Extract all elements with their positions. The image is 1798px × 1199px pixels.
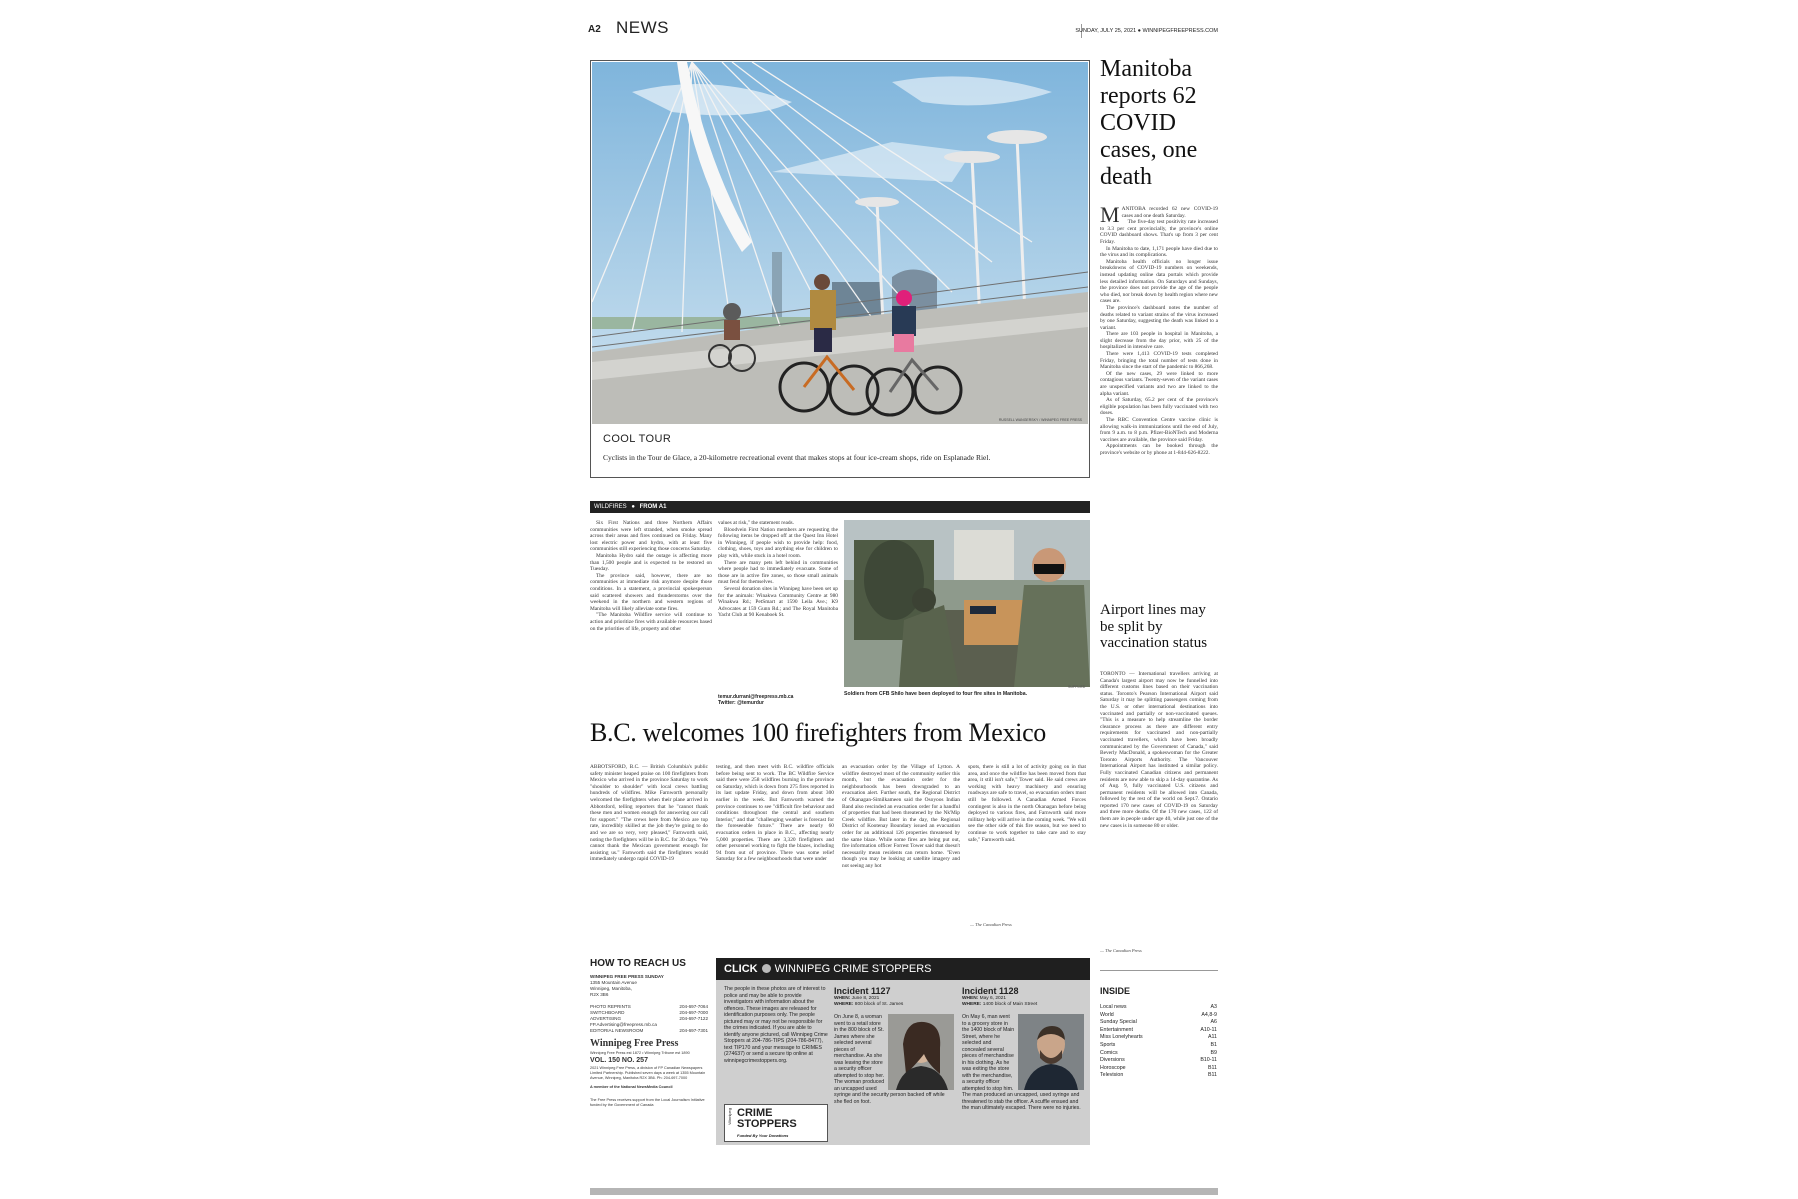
index-item[interactable] (1100, 1034, 1217, 1042)
index-page: B11 (1207, 1064, 1217, 1071)
index-item[interactable] (1100, 1065, 1217, 1073)
index-page: A6 (1210, 1019, 1217, 1026)
page-number: A2 (588, 24, 601, 35)
wildfires-col-2 (718, 520, 838, 688)
contact-value: 204-697-7301 (679, 1028, 708, 1033)
bc-signoff: — The Canadian Press (970, 922, 1012, 927)
date-site: SUNDAY, JULY 25, 2021 ● WINNIPEGFREEPRESS.COM (1075, 28, 1218, 34)
index-label: Diversions (1100, 1057, 1125, 1064)
covid-p7: Of the new cases, 29 were linked to more contagious variants. Twenty-seven of the variant cases are unspecified variants and two are linked to the alpha variant. (1100, 370, 1218, 397)
wf-c2-p1: values at risk," the statement reads. (718, 520, 794, 526)
incident-text (962, 1014, 1084, 1146)
wildfires-bar: WILDFIRES ● FROM A1 (590, 501, 1090, 513)
wf-c2-p3: There are many pets left behind in communities where people had to immediately evacuate. Some of those are in active fire zones, so those small animals must fend for themselves. (718, 559, 838, 586)
covid-p6: There were 1,413 COVID-19 tests completed Friday, bringing the total number of tests done in Manitoba since the start of the pandemic to 866,268. (1100, 351, 1218, 371)
where-value: 800 block of St. James (854, 1002, 904, 1007)
index-item[interactable] (1100, 1012, 1217, 1020)
index-page: B9 (1210, 1049, 1217, 1056)
logo-main: CRIME STOPPERS (737, 1107, 797, 1130)
crime-stoppers-bar (716, 958, 1090, 980)
covid-story (1100, 206, 1218, 596)
crime-intro: The people in these photos are of interest to police and may be able to provide investigators with information about the offences. These images are released for identification purposes only. The people pictured may or may not be responsible for the crimes indicated. If you are able to identify anyone pictured, call Winnipeg Crime Stoppers at 204-786-TIPS (204-786-8477), text TIP170 and your message to CRIMES (274637) or send a secure tip online at winnipegcrimestoppers.org. (724, 986, 828, 1064)
masthead: Winnipeg Free Press (590, 1038, 679, 1049)
contact-value: 204-697-7000 (679, 1010, 708, 1015)
contact-label: EDITORIAL NEWSROOM (590, 1028, 644, 1033)
crime-stoppers-title: WINNIPEG CRIME STOPPERS (774, 963, 932, 975)
covid-p2: In Manitoba to date, 1,171 people have died due to the virus and its complications. (1100, 245, 1218, 259)
volume-number: VOL. 150 NO. 257 (590, 1057, 648, 1064)
wildfires-col-1 (590, 520, 712, 710)
suspect-photo-woman (888, 1014, 954, 1090)
bc-col-1 (590, 764, 708, 944)
index-item[interactable] (1100, 1004, 1217, 1012)
crime-stoppers-box (716, 958, 1090, 1145)
contact-label: ADVERTISING (590, 1016, 622, 1021)
photo-credit: RUSSELL WANGERSKY / WINNIPEG FREE PRESS (998, 418, 1082, 422)
incident-text (834, 1014, 954, 1144)
legal-text: 2021 Winnipeg Free Press, a division of FP Canadian Newspapers Limited Partnership. Published seven days a week at 1355 Mountain Avenue, Winnipeg, Manitoba R2X 3B6. Ph: 204-697-7000 (590, 1066, 706, 1080)
crime-stoppers-logo (724, 1104, 828, 1142)
bc-col4-text: spots, there is still a lot of activity going on in that area, and once the wildfire has been moved from that area, it still isn't safe," Tower said. He said crews are working with heavy machinery and ensuring roadways are safe to travel, so evacuation orders must still be followed. A Canadian Armed Forces contingent is also in the north Okanagan before being deployed to various fires, and Farnworth said more military help will arrive in the coming week. "We will see the other side of this fire season, but we need to continue to work together to take care and to stay safe," Farnworth said. (968, 764, 1086, 843)
index-page: B1 (1210, 1041, 1217, 1048)
index-label: Sports (1100, 1041, 1116, 1048)
bc-col-2 (716, 764, 834, 944)
inside-divider (1100, 970, 1218, 971)
logo-tagline: Funded By Your Donations (737, 1133, 789, 1138)
photo-caption-title: COOL TOUR (603, 433, 672, 445)
contact-label: SWITCHBOARD (590, 1010, 625, 1015)
index-item[interactable] (1100, 1042, 1217, 1050)
incident-1127 (834, 986, 954, 1105)
index-page: A10-11 (1200, 1026, 1217, 1033)
index-label: Comics (1100, 1049, 1118, 1056)
index-label: Entertainment (1100, 1026, 1133, 1033)
when-value: May 6, 2021 (979, 996, 1007, 1001)
wildfires-byline (718, 694, 793, 706)
covid-p8: As of Saturday, 65.2 per cent of the province's eligible population has been fully vaccinated with two doses. (1100, 397, 1218, 417)
bridge-photo-illustration (592, 62, 1088, 424)
bc-col3-text: an evacuation order by the Village of Lytton. A wildfire destroyed most of the community earlier this month, but the evacuation order for the neighbourhoods has been downgraded to an evacuation alert. Further south, the Regional District of Okanagan-Similkameen said the Osoyoos Indian Band also rescinded an evacuation order for a handful of properties that had been threatened by the Nk'Mip Creek wildfire. But later in the day, the Regional District of Kootenay Boundary issued an evacuation order for an additional 126 properties threatened by the same blaze. While some fires are being put out, fire information officer Forrest Tower said that doesn't necessarily mean residents can return home. "Even though you may be looking at satellite imagery and not seeing any hot (842, 764, 960, 869)
index-page: A11 (1207, 1034, 1217, 1041)
main-photo-box (590, 60, 1090, 478)
byline-email: temur.durrani@freepress.mb.ca (718, 694, 794, 700)
wf-c2-p2: Bloodvein First Nation members are requesting the following items be dropped off at the Quest Inn Hotel in Winnipeg, if people wish to provide help: food, clothing, shoes, toys and anything else for children to play with, while stuck in a hotel room. (718, 526, 838, 559)
index-item[interactable] (1100, 1072, 1217, 1080)
index-label: Miss Lonelyhearts (1100, 1034, 1143, 1041)
index-label: Sunday Special (1100, 1019, 1137, 1026)
covid-p4: The province's dashboard notes the number of deaths related to variant strains of the virus increased by one Saturday, suggesting the death was linked to a variant. (1100, 304, 1218, 331)
index-item[interactable] (1100, 1019, 1217, 1027)
photo-caption: Cyclists in the Tour de Glace, a 20-kilometre recreational event that makes stops at four ice-cream shops, ride on Esplanade Riel. (603, 453, 991, 462)
index-label: Horoscope (1100, 1064, 1126, 1071)
wf-c1-p3: The province said, however, there are no communities at immediate risk anymore despite those conditions. In a statement, a provincial spokesperson said scattered showers and thunderstorms over the weekend in the northern and western regions of Manitoba will likely alleviate some fires. (590, 572, 712, 612)
covid-headline: Manitoba reports 62 COVID cases, one death (1100, 56, 1198, 190)
index-label: Local news (1100, 1004, 1127, 1010)
member-text: A member of the National NewsMedia Council (590, 1085, 673, 1089)
index-label: World (1100, 1011, 1114, 1018)
reach-title: HOW TO REACH US (590, 958, 686, 969)
where-label: WHERE: (834, 1002, 854, 1007)
soldiers-photo (844, 520, 1090, 687)
reach-address-3: R2X 3B6 (590, 992, 609, 997)
soldiers-photo-illustration (844, 520, 1090, 687)
contact-label: PHOTO REPRINTS (590, 1004, 631, 1009)
suspect-woman-illustration (888, 1014, 954, 1090)
reach-block (590, 974, 708, 1108)
soldiers-photo-caption: Soldiers from CFB Shilo have been deployed to four fire sites in Manitoba. (844, 691, 1028, 697)
airline-signoff: — The Canadian Press (1100, 948, 1142, 953)
when-value: June 8, 2021 (851, 996, 880, 1001)
click-label: CLICK (724, 963, 758, 975)
newspaper-page (588, 18, 1218, 1198)
airline-story (1100, 671, 1218, 941)
wf-c1-p4: "The Manitoba Wildfire service will continue to action and prioritize fires with available resources based on the priorities of life, property and other (590, 612, 712, 632)
reach-address-2: Winnipeg, Manitoba, (590, 986, 632, 991)
soldiers-photo-credit: SUPPLIED (1068, 685, 1086, 689)
wf-c1-p2: Manitoba Hydro said the outage is affecting more than 1,500 people and is expected to be restored on Tuesday. (590, 552, 712, 573)
suspect-photo-man (1018, 1014, 1084, 1090)
wildfires-tag: WILDFIRES (594, 504, 627, 510)
bc-col-3 (842, 764, 960, 944)
masthead-sub: Winnipeg Free Press est 1872 • Winnipeg Tribune est 1890 (590, 1051, 690, 1055)
incident-1128 (962, 986, 1084, 1111)
logo-city: Winnipeg (727, 1108, 732, 1125)
incident-1128-text: On May 6, man went to a grocery store in the 1400 block of Main Street, where he selected and concealed several pieces of merchandise in his clothing. As he was exiting the store with the merchandise, a security officer attempted to stop him. The man produced an uncapped, used syringe and threatened to stab the officer. A scuffle ensued and the man ultimately escaped. There were no injuries. (962, 1014, 1081, 1111)
contact-value: 204-697-7064 (679, 1004, 708, 1009)
wf-c2-p4: Several donation sites in Winnipeg have been set up for the animals: Winakwa Community Centre at 980 Winakwa Rd.; PetSmart at 1590 Leila Ave.; K9 Advocates at 159 Gunn Rd.; and The Royal Manitoba Yacht Club at 90 Kenaboek St. (718, 585, 838, 619)
byline-twitter: Twitter: @temurdur (718, 700, 764, 706)
inside-title: INSIDE (1100, 986, 1131, 996)
inside-index (1100, 1004, 1217, 1080)
where-label: WHERE: (962, 1002, 982, 1007)
index-item[interactable] (1100, 1057, 1217, 1065)
when-label: WHEN: (962, 996, 979, 1001)
index-page: B10-11 (1200, 1057, 1217, 1064)
covid-p10: Appointments can be booked through the province's website or by phone at 1-844-626-8222. (1100, 443, 1218, 456)
advertising-email[interactable]: FP.Advertising@freepress.mb.ca (590, 1022, 657, 1027)
index-page: A4,8-9 (1201, 1011, 1217, 1018)
index-item[interactable] (1100, 1050, 1217, 1058)
index-label: Television (1100, 1072, 1124, 1079)
covid-p3: Manitoba health officials no longer issue breakdowns of COVID-19 numbers on weekends, instead updating online data portals which provide less detailed information. On Saturdays and Sundays, the province does not provide the age of the people who died, nor break down by health region where new cases are. (1100, 258, 1218, 305)
index-page: B11 (1207, 1072, 1217, 1079)
bc-col-4 (968, 764, 1086, 924)
covid-p5: There are 103 people in hospital in Manitoba, a slight decrease from the day prior, with 25 of the hospitalized in intensive care. (1100, 331, 1218, 351)
support-text: The Free Press receives support from the Local Journalism Initiative funded by the Government of Canada (590, 1098, 705, 1107)
index-page: A3 (1210, 1004, 1217, 1010)
bc-col2-text: testing, and then meet with B.C. wildfire officials before being sent to work. The BC Wildfire Service said there were 258 wildfires burning in the province on Saturday, which is down from 275 fires reported in its last update Friday, and down from about 300 earlier in the week. But Farnworth warned the province continues to see "difficult fire behaviour and conditions throughout the central and southern Interior," and that "challenging weather is forecast for the foreseeable future." There are nearly 60 evacuation orders in place in B.C., affecting nearly 5,000 properties. There are 3,320 firefighters and other personnel working to fight the blazes, including 94 from out of province. There was some relief Saturday for a few neighbourhoods that were under (716, 764, 834, 863)
covid-p9: The RBC Convention Centre vaccine clinic is allowing walk-in immunizations until the end of July, from 9 a.m. to 8 p.m. Pfizer-BioNTech and Moderna vaccines are available, the province said Friday. (1100, 417, 1218, 443)
wildfires-from: FROM A1 (639, 504, 667, 510)
suspect-man-illustration (1018, 1014, 1084, 1090)
airline-headline: Airport lines may be split by vaccination status (1100, 602, 1208, 651)
incident-where (834, 1002, 954, 1008)
bridge-cyclists-photo (592, 62, 1088, 424)
bc-col1-text: ABBOTSFORD, B.C. — British Columbia's public safety minister heaped praise on 100 firefighters from Mexico who arrived in the province Saturday to work "shoulder to shoulder" with local crews battling hundreds of wildfires. Mike Farnworth personally welcomed the firefighters when their plane arrived in Abbotsford, telling reporters that he "cannot thank these men and women enough for answering our call for support." "The crews here from Mexico are top rate, incredibly skilled at the job they're going to do and we are so very, very pleased," Farnworth said, noting the firefighters will be in B.C. for 30 days. "We cannot thank the Mexican government enough for assisting us." Farnworth said the firefighters would immediately undergo rapid COVID-19 (590, 764, 708, 863)
incident-where (962, 1002, 1084, 1008)
incident-title: Incident 1127 (834, 986, 891, 996)
section-title: NEWS (616, 18, 669, 37)
incident-1127-text: On June 8, a woman went to a retail store in the 800 block of St. James where she selected several pieces of merchandise. As she was leaving the store a security officer attempted to stop her. The woman produced an uncapped used syringe and the security person backed off while she fled on foot. (834, 1014, 945, 1105)
where-value: 1400 block of Main Street (982, 1002, 1038, 1007)
bc-headline: B.C. welcomes 100 firefighters from Mexico (590, 718, 1047, 747)
incident-title: Incident 1128 (962, 986, 1019, 996)
dropcap: M (1100, 206, 1120, 227)
covid-p1: The five-day test positivity rate increased to 3.3 per cent provincially, the province's online COVID dashboard shows. That's up from 3 per cent Friday. (1100, 219, 1218, 245)
index-item[interactable] (1100, 1027, 1217, 1035)
airline-body: TORONTO — International travellers arriving at Canada's largest airport may now be funnelled into different customs lines based on their vaccination status. Toronto's Pearson International Airport said Saturday it may be splitting passengers coming from the U.S. or other international destinations into vaccinated and partially or non-vaccinated queues. "This is a measure to help streamline the border clearance process as there are different entry requirements for vaccinated and non-partially vaccinated travellers, which have been broadly communicated by the Government of Canada," said Beverly MacDonald, a spokeswoman for the Greater Toronto Airports Authority. The Vancouver International Airport has instituted a similar policy. Fully vaccinated Canadian citizens and permanent residents are now able to skip a 14-day quarantine. As of Aug. 9, fully vaccinated U.S. citizens and permanent residents will be allowed into Canada, followed by the rest of the world on Sept.7. Ontario reported 170 new cases of COVID-19 on Saturday and three more deaths. Of the 170 new cases, 122 of them are in people under age 40, while just one of the new cases is in someone 80 or older. (1100, 671, 1218, 829)
covid-lead: ANITOBA recorded 62 new COVID-19 cases and one death Saturday. (1121, 206, 1218, 219)
footer-bar (590, 1188, 1218, 1195)
reach-address-1: 1355 Mountain Avenue (590, 980, 637, 985)
when-label: WHEN: (834, 996, 851, 1001)
dot-icon (762, 964, 771, 973)
reach-org: WINNIPEG FREE PRESS SUNDAY (590, 974, 664, 979)
contact-value: 204-697-7122 (679, 1016, 708, 1021)
wf-c1-p1: Six First Nations and three Northern Affairs communities were left stranded, when smoke spread across their areas and fires continued on Friday. Many lost electric power and hydro, with at least five communities still experiencing those concerns Saturday. (590, 520, 712, 553)
